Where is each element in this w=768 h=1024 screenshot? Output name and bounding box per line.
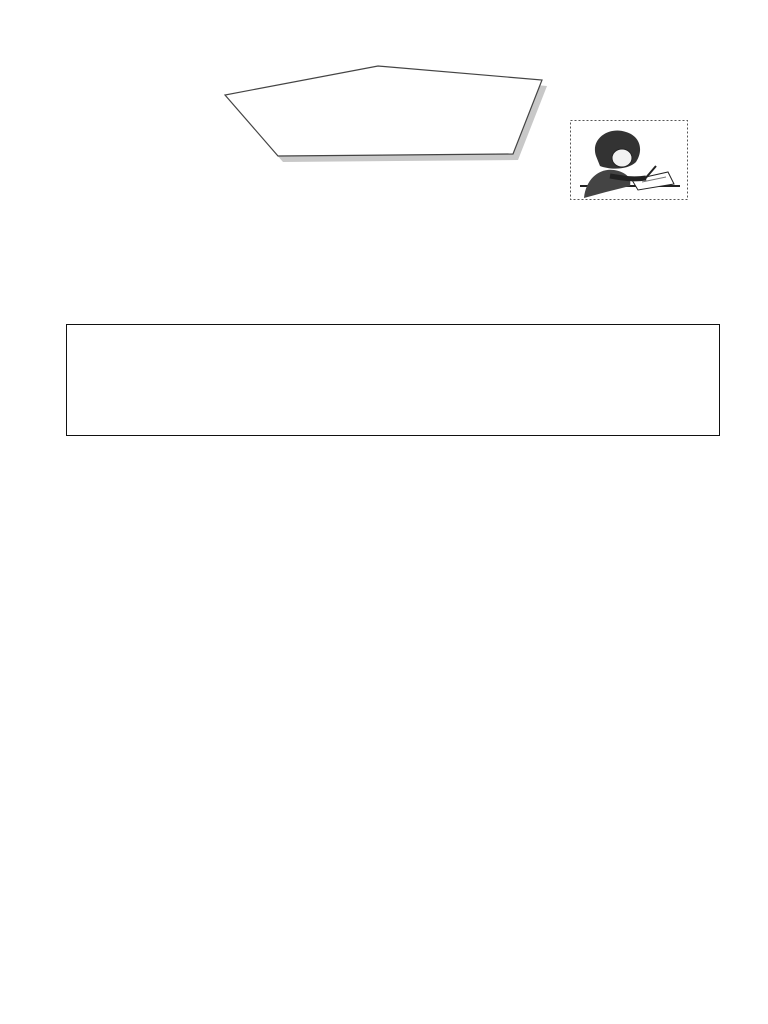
student-writing-illustration (570, 120, 688, 200)
fill-in-text-box (66, 324, 720, 436)
